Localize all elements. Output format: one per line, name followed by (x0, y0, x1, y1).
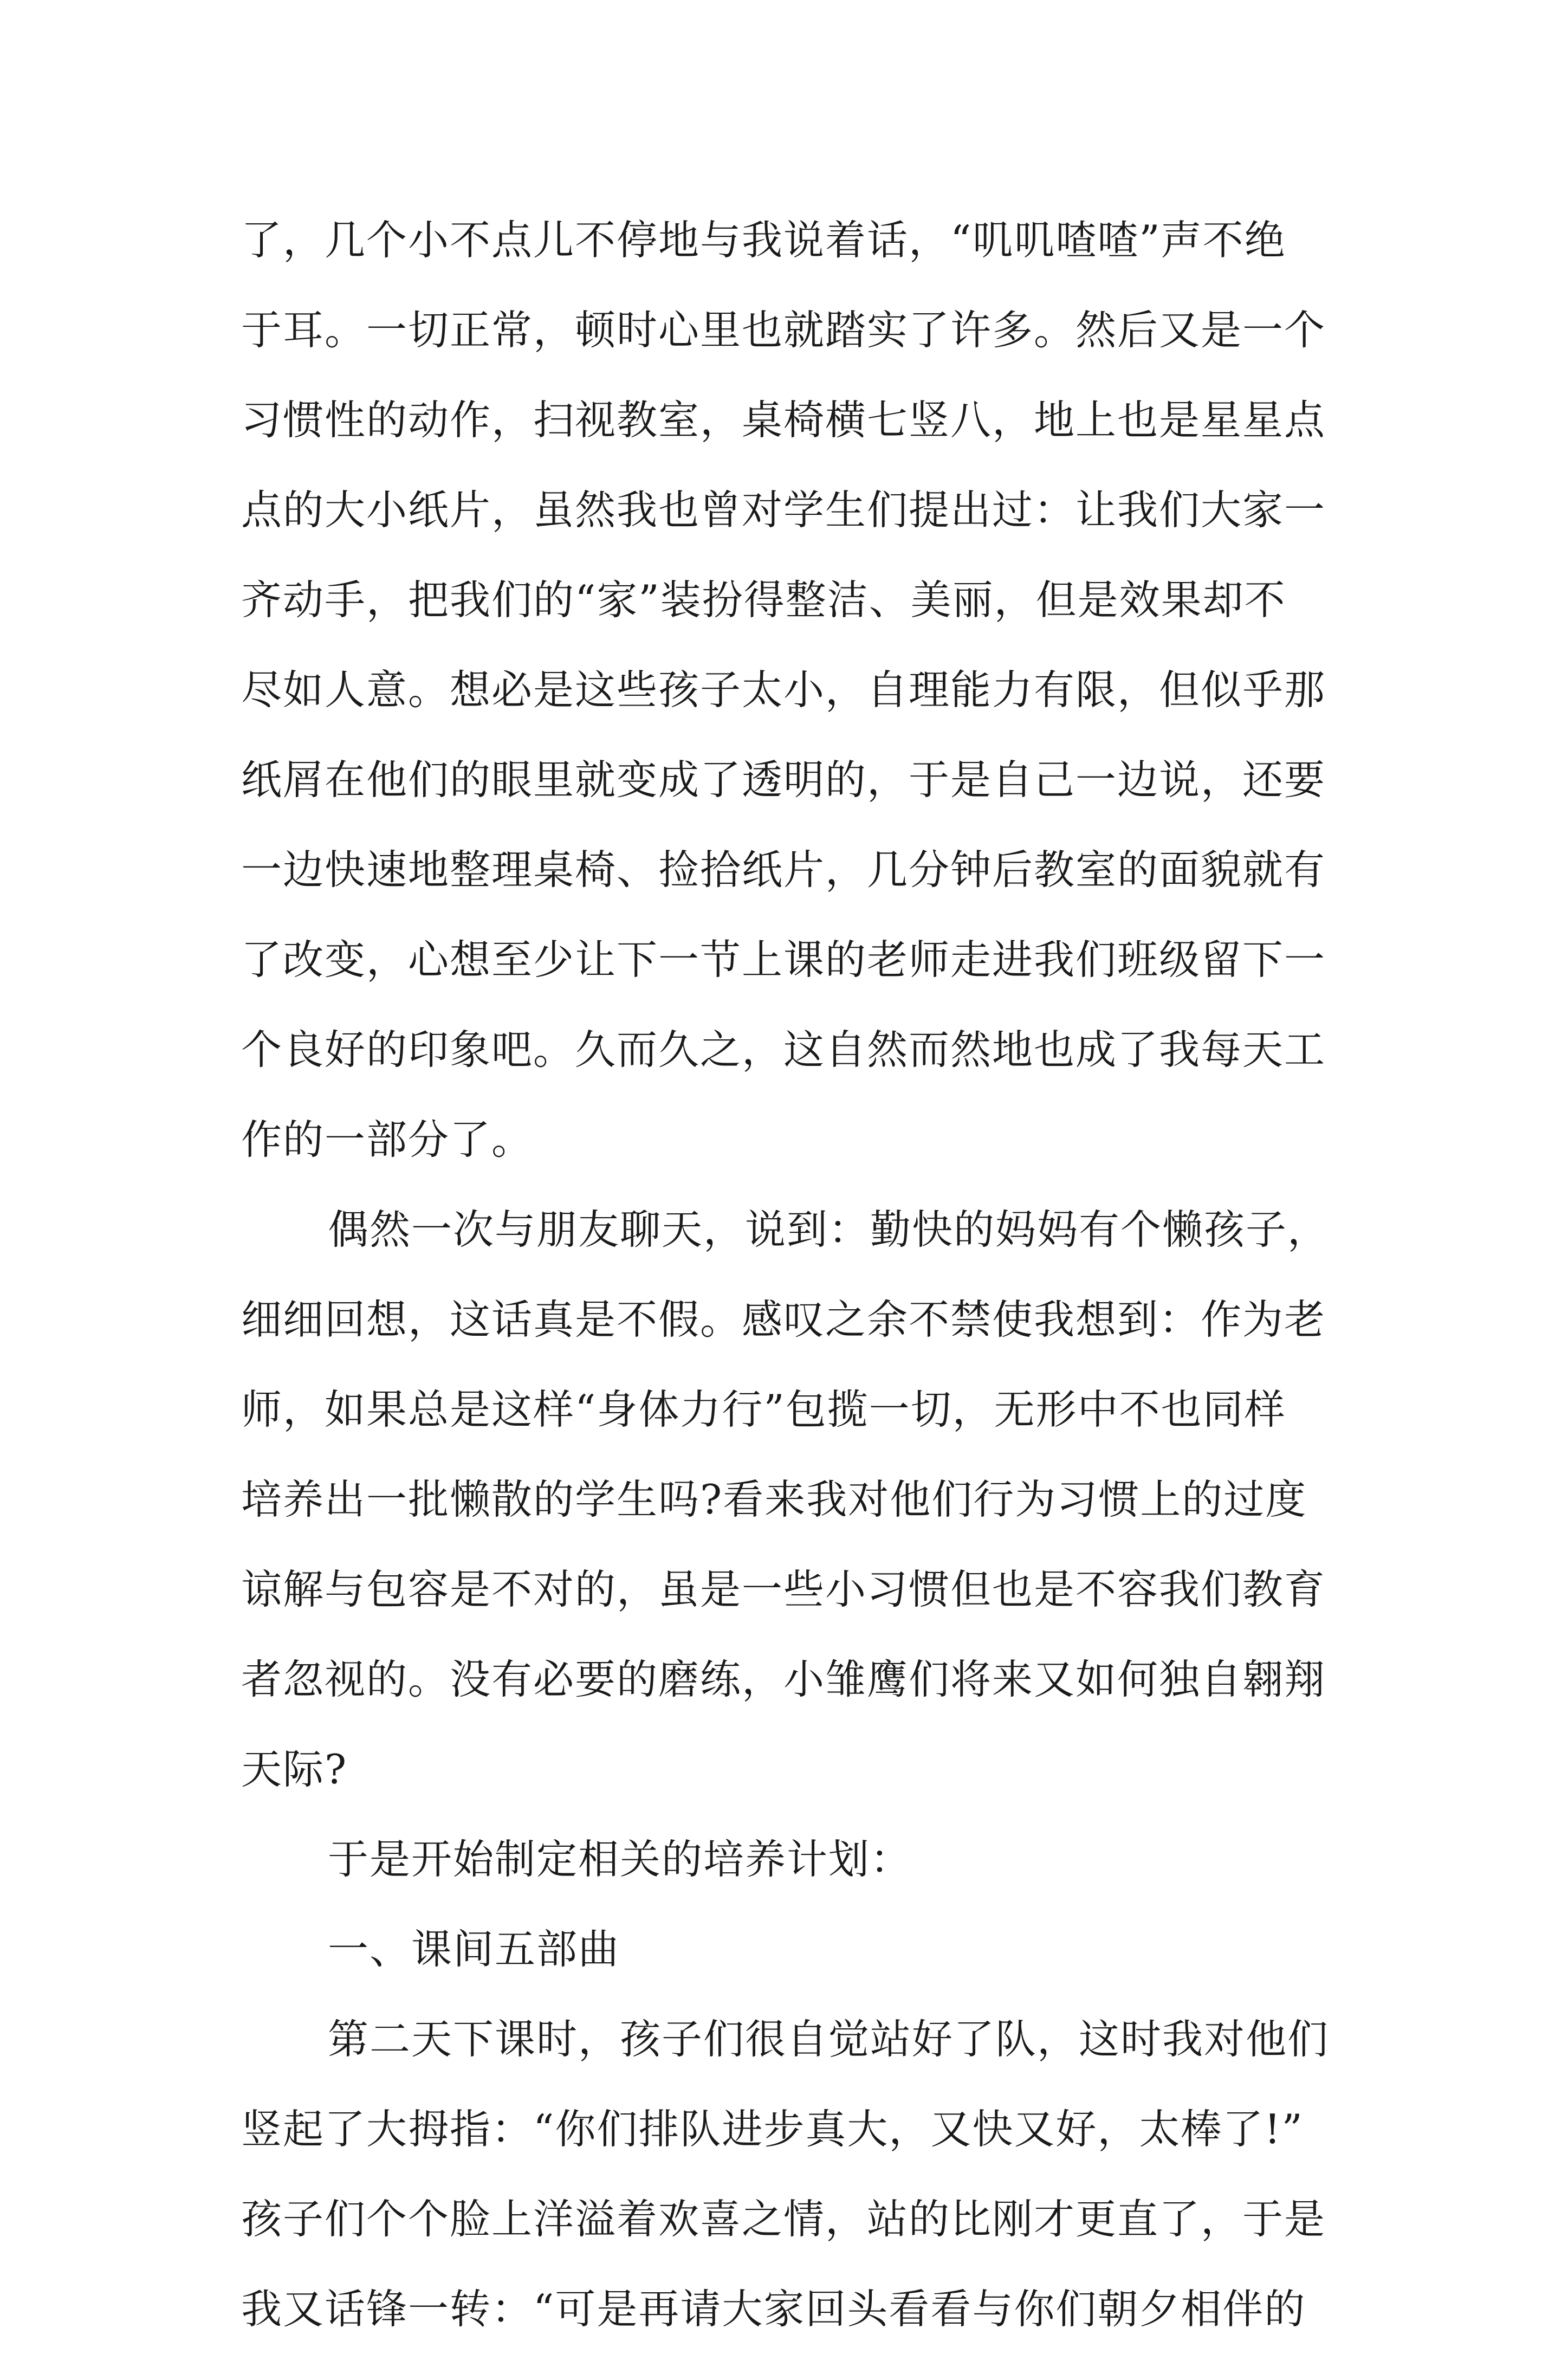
text-line: 纸屑在他们的眼里就变成了透明的，于是自己一边说，还要 (241, 756, 1326, 804)
text-line: 者忽视的。没有必要的磨练，小雏鹰们将来又如何独自翱翔 (241, 1655, 1326, 1703)
text-line: 师，如果总是这样“身体力行”包揽一切，无形中不也同样 (241, 1386, 1286, 1433)
text-line: 于耳。一切正常，顿时心里也就踏实了许多。然后又是一个 (241, 306, 1326, 354)
body-text (241, 195, 1336, 2354)
text-line: 培养出一批懒散的学生吗?看来我对他们行为习惯上的过度 (241, 1476, 1307, 1523)
text-line: 尽如人意。想必是这些孩子太小，自理能力有限，但似乎那 (241, 666, 1326, 714)
text-line: 我又话锋一转：“可是再请大家回头看看与你们朝夕相伴的 (241, 2285, 1306, 2333)
text-line: 了改变，心想至少让下一节上课的老师走进我们班级留下一 (241, 936, 1326, 984)
text-line: 细细回想，这话真是不假。感叹之余不禁使我想到：作为老 (241, 1296, 1326, 1343)
text-line: 谅解与包容是不对的，虽是一些小习惯但也是不容我们教育 (241, 1566, 1326, 1613)
section-heading: 一、课间五部曲 (328, 1925, 620, 1973)
text-line: 习惯性的动作，扫视教室，桌椅横七竖八，地上也是星星点 (241, 396, 1326, 444)
text-line: 个良好的印象吧。久而久之，这自然而然地也成了我每天工 (241, 1026, 1326, 1073)
paragraph-start-line: 于是开始制定相关的培养计划： (328, 1835, 912, 1883)
text-line: 作的一部分了。 (241, 1116, 534, 1163)
text-line: 一边快速地整理桌椅、捡拾纸片，几分钟后教室的面貌就有 (241, 846, 1326, 894)
text-line: 点的大小纸片，虽然我也曾对学生们提出过：让我们大家一 (241, 486, 1326, 534)
text-line: 竖起了大拇指：“你们排队进步真大，又快又好，太棒了!” (241, 2105, 1304, 2153)
paragraph-start-line: 偶然一次与朋友聊天，说到：勤快的妈妈有个懒孩子， (328, 1206, 1330, 1253)
text-line: 天际? (241, 1745, 348, 1793)
text-line: 孩子们个个脸上洋溢着欢喜之情，站的比刚才更直了，于是 (241, 2195, 1326, 2243)
paragraph-start-line: 第二天下课时，孩子们很自觉站好了队，这时我对他们 (328, 2015, 1330, 2063)
text-line: 了，几个小不点儿不停地与我说着话，“叽叽喳喳”声不绝 (241, 216, 1286, 264)
text-line: 齐动手，把我们的“家”装扮得整洁、美丽，但是效果却不 (241, 576, 1286, 624)
